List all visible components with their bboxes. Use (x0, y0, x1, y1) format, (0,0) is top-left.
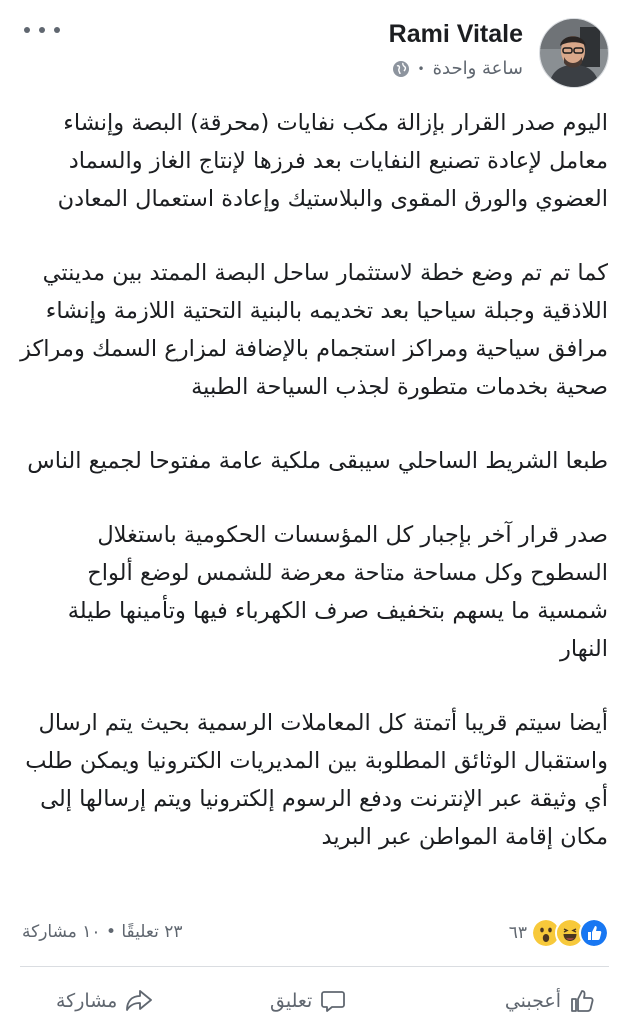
post-header (0, 0, 629, 100)
post-paragraph: أيضا سيتم قريبا أتمتة كل المعاملات الرسمية بحيث يتم ارسال واستقبال الوثائق المطلوبة بين المديريات الكترونيا ويمكن طلب أي وثيقة عبر الإنترنت ودفع الرسوم إلكترونيا ويتم إرسالها إلى مكان إقامة المواطن عبر البريد (25, 710, 608, 850)
like-icon (579, 918, 609, 948)
post-body (20, 104, 608, 856)
reactions-summary (0, 914, 629, 954)
comment-button[interactable] (270, 988, 346, 1014)
post-paragraph: طبعا الشريط الساحلي سيبقى ملكية عامة مفتوحا لجميع الناس (27, 448, 608, 474)
reaction-icons[interactable] (509, 918, 609, 948)
comment-label: تعليق (270, 990, 313, 1012)
post-meta (392, 58, 523, 79)
post-paragraph: صدر قرار آخر بإجبار كل المؤسسات الحكومية باستغلال السطوح وكل مساحة متاحة معرضة للشمس لوضع ألواح شمسية ما يسهم بتخفيف صرف الكهرباء فيها وتأمينها طيلة النهار (67, 522, 608, 662)
share-icon (125, 988, 153, 1014)
comments-shares-count[interactable]: ٢٣ تعليقًا • ١٠ مشاركة (22, 922, 183, 942)
like-button[interactable] (505, 988, 595, 1014)
avatar[interactable] (539, 18, 609, 88)
like-label: أعجبني (504, 990, 561, 1012)
divider (20, 966, 609, 967)
share-label: مشاركة (56, 990, 118, 1012)
post-time[interactable]: ساعة واحدة (432, 58, 523, 79)
comment-icon (320, 988, 346, 1014)
author-name[interactable]: Rami Vitale (388, 20, 523, 48)
meta-separator: • (417, 61, 425, 76)
post-actions (0, 984, 629, 1024)
reactions-count[interactable]: ٦٣ (508, 923, 527, 943)
share-button[interactable] (56, 988, 153, 1014)
post-paragraph: اليوم صدر القرار بإزالة مكب نفايات (محرقة) البصة وإنشاء معامل لإعادة تصنيع النفايات بعد فرزها لإنتاج الغاز والسماد العضوي والورق المقوى والبلاستيك وإعادة استعمال المعادن (57, 110, 608, 212)
thumbs-up-icon (569, 988, 595, 1014)
globe-icon (392, 60, 410, 78)
more-options-icon[interactable] (24, 20, 60, 40)
post-paragraph: كما تم تم وضع خطة لاستثمار ساحل البصة الممتد بين مدينتي اللاذقية وجبلة سياحيا بعد تخديمه بالبنية التحتية اللازمة وإنشاء مرافق سياحية ومراكز استجمام بالإضافة لمزارع السمك ومراكز صحية بخدمات متطورة لجذب السياحة الطبية (20, 260, 608, 400)
